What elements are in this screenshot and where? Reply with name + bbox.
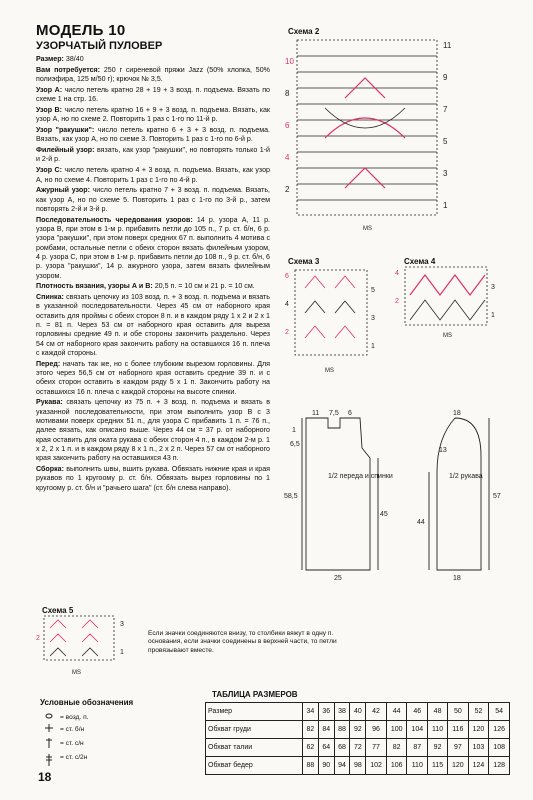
scheme-2-row-9: 9 — [443, 73, 448, 82]
gauge-label: Плотность вязания, узоры А и В: — [36, 282, 153, 291]
scheme-5-title: Схема 5 — [42, 606, 74, 615]
scheme-3-title: Схема 3 — [288, 257, 320, 266]
table-cell: 126 — [489, 721, 510, 739]
double-crochet-icon — [46, 738, 52, 748]
table-cell: 88 — [334, 721, 350, 739]
stitch-note: Если значки соединяются внизу, то столбики вяжут в одну п. основания, если значки соединены в верхней части, то петли провязывают вместе. — [148, 630, 337, 654]
table-cell: 68 — [334, 739, 350, 757]
materials-paragraph — [36, 66, 270, 85]
scheme-5-chart — [36, 614, 136, 682]
table-cell: 103 — [468, 739, 489, 757]
scheme-4-row-1: 1 — [491, 312, 495, 319]
scheme-5-row-3: 3 — [120, 621, 124, 628]
table-cell: 115 — [428, 757, 448, 775]
openwork-text: число петель кратно 7 + 3 возд. п. подъема. Вязать, как узор А, но по схеме 5. Повторить 1 раз с 1-го по 3-й р., затем повторять 2-й и 3-й р. — [36, 186, 270, 213]
table-cell: 100 — [386, 721, 407, 739]
table-cell: 96 — [366, 721, 387, 739]
front-text: начать так же, но с более глубоким вырезом горловины. Для этого через 56,5 см от наборного края оставить средние 39 п. и с обеих сторон оставить в каждом ряду 5 х 1 п. Закончить работу на оставшихся 16 п. плеча с каждой стороны на высоте спинки. — [36, 359, 270, 396]
scheme-2-ms: MS — [363, 226, 372, 232]
scheme-4-row-2: 2 — [395, 298, 399, 305]
pattern-c-text: число петель кратно 6 + 3 + 3 возд. п. подъема. Вязать, как узор А, но по схеме 3. Повторить 1 раз с 1-го по 6-й р. — [36, 126, 270, 144]
scheme-2-chart — [285, 38, 455, 238]
sequence-text: 14 р. узора А, 11 р. узора В, при этом в 1-м р. прибавить петли до 105 п., 7 р. ст. б/н, 6 р. узора "ракушки", при этом поверх средних 67 п. выполнить 4 мотива с ромбами, остальные петли с обеих сторон вязать филейным узором, 4 р. узора С, при этом в 1-м р. прибавить петли до 108 п., 9 р. ст. б/н, 6 р. узора "ракушки", 14 р. ажурного узора, затем вязать филейным узором. — [36, 215, 270, 280]
legend-icons — [42, 712, 56, 768]
scheme-3-row-1: 1 — [371, 343, 375, 350]
schematic-dim-45: 45 — [380, 511, 388, 518]
scheme-5-row-1: 1 — [120, 649, 124, 656]
materials-label: Вам потребуется: — [36, 65, 101, 74]
scheme-2-title: Схема 2 — [288, 27, 320, 36]
table-cell: 72 — [350, 739, 366, 757]
table-cell: 77 — [366, 739, 387, 757]
schematic-dim-25: 25 — [334, 575, 342, 582]
scheme-2-row-8: 8 — [285, 89, 290, 98]
schematic-dim-58-5: 58,5 — [284, 493, 298, 500]
schematic-dim-6-5: 6,5 — [290, 441, 300, 448]
scheme-2-row-1: 1 — [443, 201, 448, 210]
gauge-text: 20,5 п. = 10 см и 21 р. = 10 см. — [152, 282, 255, 291]
scheme-3-chart — [285, 268, 380, 378]
chest-row-label: Обхват груди — [206, 721, 303, 739]
scheme-3-row-3: 3 — [371, 315, 375, 322]
scheme-4-ms: MS — [443, 333, 452, 339]
table-row — [206, 739, 510, 757]
table-cell: 46 — [407, 703, 428, 721]
table-cell: 54 — [489, 703, 510, 721]
body-schematic-label: 1/2 переда и спинки — [328, 473, 393, 480]
schematic-dim-6: 6 — [348, 410, 352, 417]
table-cell: 120 — [448, 757, 469, 775]
table-cell: 116 — [448, 721, 469, 739]
table-cell: 108 — [489, 739, 510, 757]
front-paragraph — [36, 360, 270, 397]
scheme-4-row-4: 4 — [395, 270, 399, 277]
legend-item-dc: = ст. с/н — [60, 740, 84, 747]
table-cell: 128 — [489, 757, 510, 775]
instructions-text — [36, 55, 270, 494]
table-cell: 92 — [428, 739, 448, 757]
table-cell: 64 — [318, 739, 334, 757]
table-cell: 102 — [366, 757, 387, 775]
size-row-label: Размер — [206, 703, 303, 721]
scheme-5-row-2: 2 — [36, 635, 40, 642]
table-cell: 120 — [468, 721, 489, 739]
pattern-c-paragraph — [36, 126, 270, 145]
assembly-label: Сборка: — [36, 464, 64, 473]
sequence-paragraph — [36, 216, 270, 281]
scheme-2-row-10: 10 — [285, 57, 294, 66]
size-table-title: ТАБЛИЦА РАЗМЕРОВ — [212, 690, 298, 699]
sleeves-paragraph — [36, 398, 270, 463]
pattern-b-paragraph — [36, 106, 270, 125]
waist-row-label: Обхват талии — [206, 739, 303, 757]
pattern-c-label: Узор "ракушки": — [36, 126, 95, 135]
sleeve-dim-13: 13 — [439, 447, 447, 454]
table-cell: 88 — [303, 757, 319, 775]
table-row — [206, 757, 510, 775]
pattern-a-paragraph — [36, 86, 270, 105]
sleeves-label: Рукава: — [36, 398, 63, 407]
back-paragraph — [36, 293, 270, 358]
pattern-a-label: Узор А: — [36, 85, 63, 94]
schematic-dim-1: 1 — [292, 427, 296, 434]
table-cell: 90 — [318, 757, 334, 775]
table-cell: 92 — [350, 721, 366, 739]
scheme-3-row-6: 6 — [285, 273, 289, 280]
treble-crochet-icon — [46, 754, 52, 766]
sleeve-dim-18-bottom: 18 — [453, 575, 461, 582]
page-number: 18 — [38, 770, 52, 784]
materials-text: 250 г сиреневой пряжи Jazz (50% хлопка, 50% полиэфира, 125 м/50 г); крючок № 3,5. — [36, 65, 270, 84]
scheme-2-frame — [297, 40, 437, 215]
table-cell: 87 — [407, 739, 428, 757]
table-cell: 34 — [303, 703, 319, 721]
assembly-paragraph — [36, 465, 270, 493]
scheme-2-row-6: 6 — [285, 121, 290, 130]
legend-item-sc: = ст. б/н — [60, 726, 85, 733]
scheme-2-row-2: 2 — [285, 185, 290, 194]
openwork-label: Ажурный узор: — [36, 186, 90, 195]
scheme-4-title: Схема 4 — [404, 257, 436, 266]
sleeve-dim-57: 57 — [493, 493, 501, 500]
sleeve-dim-44: 44 — [417, 519, 425, 526]
table-cell: 110 — [407, 757, 428, 775]
pattern-s-label: Узор С: — [36, 166, 63, 175]
pattern-a-text: число петель кратно 28 + 19 + 3 возд. п. подъема. Вязать по схеме 1 на стр. 16. — [36, 85, 270, 104]
table-cell: 50 — [448, 703, 469, 721]
table-cell: 82 — [386, 739, 407, 757]
table-cell: 42 — [366, 703, 387, 721]
sleeves-text: связать цепочку из 75 п. + 3 возд. п. подъема и вязать в указанной последовательности, при этом выполнить узор В с 3 мотивами поверх средних 51 п., для узора С прибавить 1 п. = 76 п., далее вязать, как описано выше. Через 44 см = 37 р. от наборного края оставить для оката рукава с обеих сторон 4 п., в каждом 2-м р. 1 х 2, 2 х 1 п. и в каждом ряду 8 х 1 п., 2 х 2 п. Через 57 см от наборного края закончить работу на оставшихся 43 п. — [36, 398, 270, 463]
sleeve-schematic — [415, 408, 505, 582]
table-row — [206, 703, 510, 721]
sleeve-schematic-label: 1/2 рукава — [449, 473, 483, 480]
scheme-3-ms: MS — [325, 368, 334, 374]
legend-item-chain: = возд. п. — [60, 714, 89, 721]
single-crochet-icon — [45, 724, 53, 732]
filet-text: вязать, как узор "ракушки", но повторять только 1-й и 2-й р. — [36, 146, 271, 164]
table-cell: 40 — [350, 703, 366, 721]
openwork-paragraph — [36, 186, 270, 214]
chain-icon — [46, 714, 52, 718]
scheme-2-row-11: 11 — [443, 41, 452, 50]
schematic-dim-7-5: 7,5 — [329, 410, 339, 417]
size-table — [205, 702, 510, 775]
table-cell: 82 — [303, 721, 319, 739]
back-text: связать цепочку из 103 возд. п. + 3 возд. п. подъема и вязать в указанной последовательности. Через 45 см от наборного края оставить для проймы с обеих сторон 8 п. и в каждом ряду 1 х 2 и 2 х 1 п. = 81 п. Через 53 см от наборного края оставить для выреза горловины средние 49 п. и обе стороны закончить раздельно. Через 54 см от наборного края закончить работу на оставшихся 16 п. плечa с каждой стороны. — [36, 293, 270, 357]
table-cell: 52 — [468, 703, 489, 721]
scheme-3-row-4: 4 — [285, 301, 289, 308]
scheme-2-row-4: 4 — [285, 153, 290, 162]
table-cell: 94 — [334, 757, 350, 775]
pattern-b-text: число петель кратно 16 + 9 + 3 возд. п. подъема. Вязать, как узор А, но по схеме 2. Повторить 1 раз с 1-го по 11-й р. — [36, 105, 271, 124]
table-cell: 124 — [468, 757, 489, 775]
table-cell: 84 — [318, 721, 334, 739]
size-paragraph — [36, 55, 270, 64]
model-subtitle: УЗОРЧАТЫЙ ПУЛОВЕР — [36, 40, 163, 52]
front-label: Перед: — [36, 359, 61, 368]
scheme-2-row-7: 7 — [443, 105, 448, 114]
schematic-dim-11: 11 — [312, 410, 320, 417]
scheme-2-row-3: 3 — [443, 169, 448, 178]
table-cell: 104 — [407, 721, 428, 739]
scheme-3-row-5: 5 — [371, 287, 375, 294]
legend-title: Условные обозначения — [40, 698, 134, 707]
pattern-s-paragraph — [36, 166, 270, 185]
pattern-s-text: число петель кратно 4 + 3 возд. п. подъема. Вязать, как узор А, но по схеме 4. Повторить 1 раз с 1-го по 4-й р. — [36, 166, 270, 184]
hips-row-label: Обхват бедер — [206, 757, 303, 775]
table-cell: 106 — [386, 757, 407, 775]
scheme-5-ms: MS — [72, 670, 81, 676]
scheme-4-chart — [395, 265, 500, 340]
table-cell: 48 — [428, 703, 448, 721]
gauge-paragraph — [36, 282, 270, 291]
table-cell: 110 — [428, 721, 448, 739]
table-cell: 98 — [350, 757, 366, 775]
pattern-b-label: Узор В: — [36, 105, 63, 114]
table-cell: 36 — [318, 703, 334, 721]
table-cell: 44 — [386, 703, 407, 721]
sequence-label: Последовательность чередования узоров: — [36, 215, 193, 224]
legend-item-tr: = ст. с/2н — [60, 754, 88, 761]
sleeve-dim-18-top: 18 — [453, 410, 461, 417]
table-cell: 62 — [303, 739, 319, 757]
size-text: 38/40 — [63, 55, 84, 63]
scheme-2-row-5: 5 — [443, 137, 448, 146]
back-label: Спинка: — [36, 293, 64, 302]
table-cell: 38 — [334, 703, 350, 721]
table-row — [206, 721, 510, 739]
scheme-4-row-3: 3 — [491, 284, 495, 291]
filet-label: Филейный узор: — [36, 146, 95, 155]
size-label: Размер: — [36, 55, 64, 63]
scheme-3-row-2: 2 — [285, 329, 289, 336]
assembly-text: выполнить швы, вшить рукава. Обвязать нижние края и края рукавов по 1 кругоому р. ст. б/н. Обвязать вырез горловины по 1 кругоому р. ст. б/н и "рачьего шага" (ст. б/н слева направо). — [36, 464, 270, 492]
filet-paragraph — [36, 146, 270, 165]
model-title: МОДЕЛЬ 10 — [36, 22, 126, 39]
table-cell: 97 — [448, 739, 469, 757]
body-schematic — [284, 408, 393, 582]
